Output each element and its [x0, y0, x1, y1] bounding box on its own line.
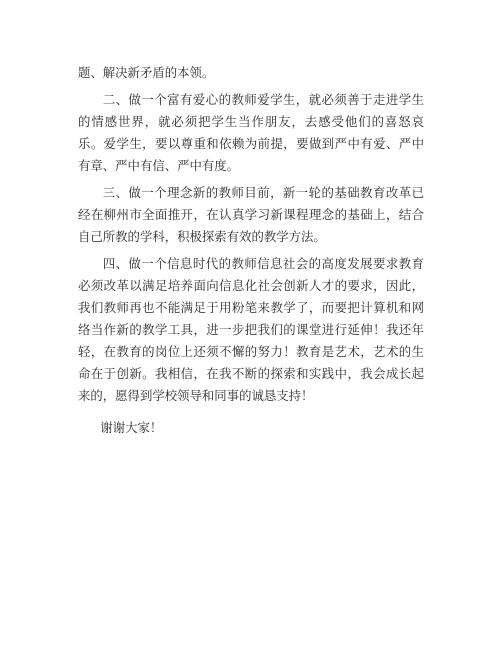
document-body — [78, 62, 424, 444]
paragraph-caring-teacher: 二、做一个富有爱心的教师爱学生，就必须善于走进学生的情感世界，就必须把学生当作朋友，去感受他们的喜怒哀乐。爱学生，要以尊重和依赖为前提，要做到严中有爱、严中有章、严中有信、严中有度。 — [78, 92, 424, 173]
paragraph-continuation: 题、解决新矛盾的本领。 — [78, 65, 215, 80]
paragraph-new-concept-teacher: 三、做一个理念新的教师目前，新一轮的基础教育改革已经在柳州市全面推开，在认真学习新课程理念的基础上，结合自己所教的学科，积极探索有效的教学方法。 — [78, 185, 424, 244]
paragraph-information-age-teacher: 四、做一个信息时代的教师信息社会的高度发展要求教育必须改革以满足培养面向信息化社会创新人才的要求，因此，我们教师再也不能满足于用粉笔来教学了，而要把计算机和网络当作新的教学工具，进一步把我们的课堂进行延伸！我还年轻，在教育的岗位上还须不懈的努力！教育是艺术，艺术的生命在于创新。我相信，在我不断的探索和实践中，我会成长起来的，愿得到学校领导和同事的诚恳支持！ — [78, 256, 424, 403]
closing-thanks: 谢谢大家！ — [100, 420, 163, 435]
